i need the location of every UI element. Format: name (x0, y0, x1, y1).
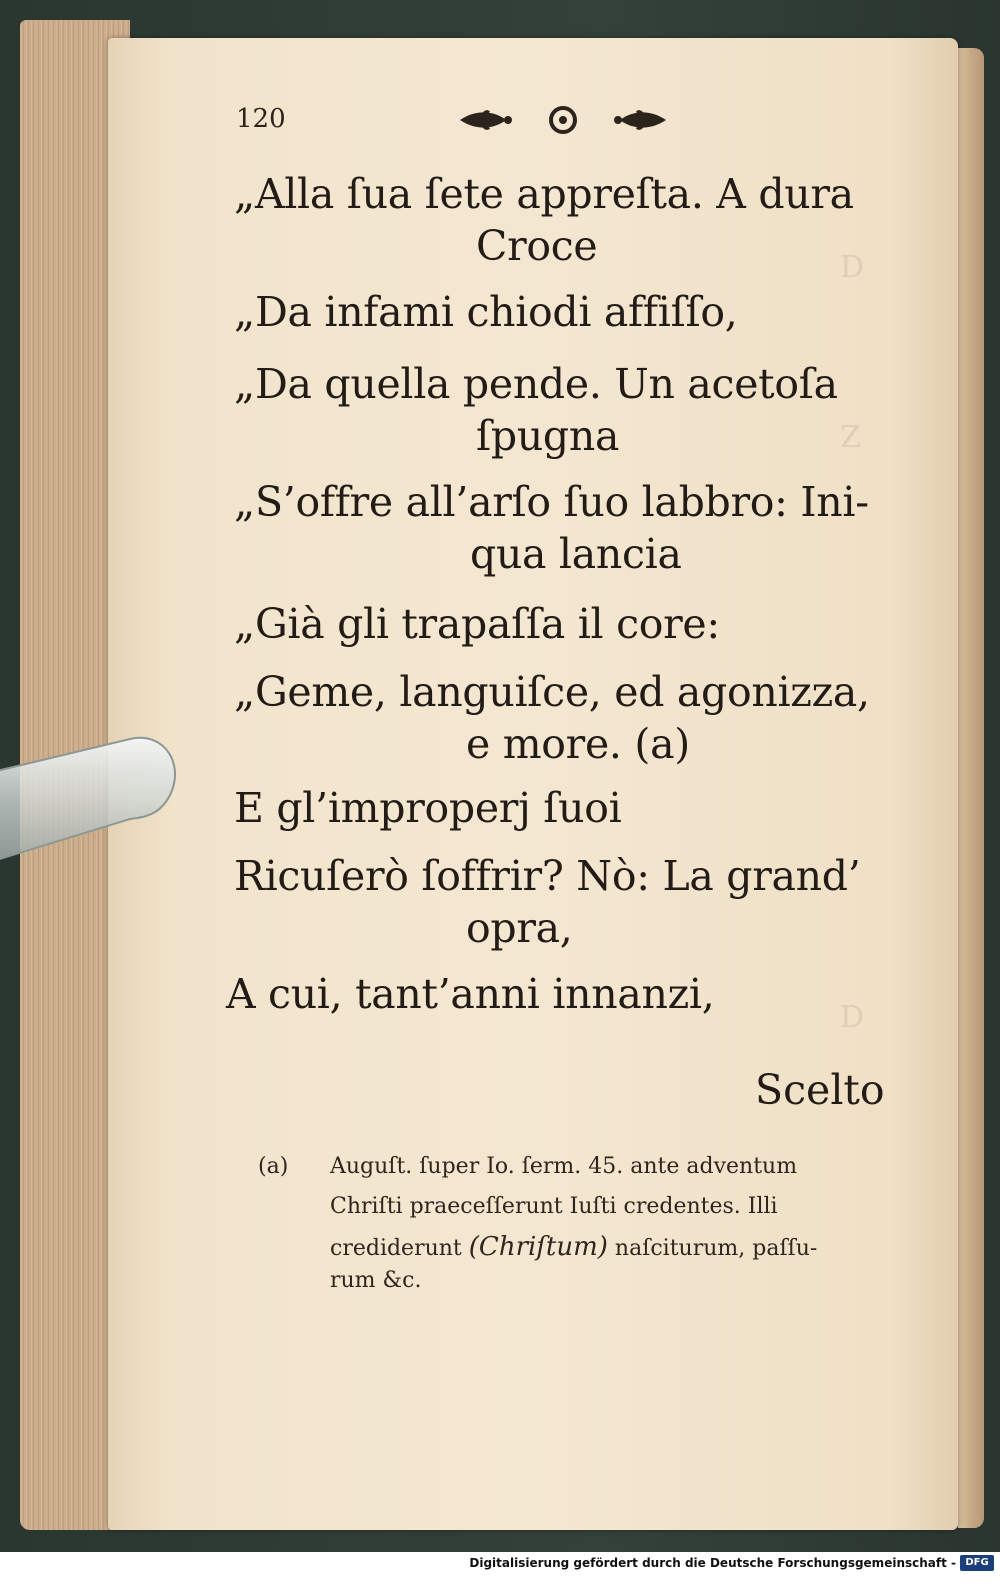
show-through-text: D (840, 1000, 865, 1035)
verse-line: „Geme, languiſce, ed agonizza, (234, 668, 870, 716)
verse-line: opra, (466, 904, 573, 952)
digitization-credit: Digitalisierung gefördert durch die Deutsche Forschungsgemeinschaft - (469, 1556, 956, 1570)
verse-line: „Da infami chiodi affiſſo, (234, 288, 738, 336)
footnote-marker: (a) (258, 1154, 289, 1179)
page-number: 120 (236, 104, 286, 134)
footnote-text: crediderunt (330, 1236, 462, 1261)
show-through-text: Z (840, 420, 861, 455)
verse-line: Ricuſerò ſoffrir? Nò: La grand’ (234, 852, 861, 900)
footnote-line: rum &c. (330, 1268, 422, 1293)
catchword: Scelto (755, 1066, 885, 1114)
verse-line: E gl’improperj ſuoi (234, 784, 622, 832)
facing-page-edge (958, 48, 984, 1528)
verse-line: „Da quella pende. Un acetoſa (234, 360, 838, 408)
verse-line: „S’offre all’arſo ſuo labbro: Ini- (234, 478, 869, 526)
verse-line: „Alla ſua ſete appreſta. A dura (234, 170, 854, 218)
show-through-text: D (840, 250, 865, 285)
footnote-line: Chriſti praeceſſerunt Iuſti credentes. Illi (330, 1194, 778, 1219)
footnote-line: Auguſt. ſuper Io. ſerm. 45. ante adventum (330, 1154, 798, 1179)
verse-line: A cui, tant’anni innanzi, (226, 970, 715, 1018)
glass-page-holder (0, 735, 190, 875)
dfg-logo: DFG (960, 1555, 994, 1571)
footnote-text: naſciturum, paſſu- (614, 1236, 818, 1261)
ornament-fleuron-icon (458, 100, 668, 140)
verse-line: „Già gli trapaſſa il core: (234, 600, 720, 648)
footnote-italic: (Chriſtum) (468, 1232, 608, 1262)
verse-line: e more. (a) (466, 720, 690, 768)
footnote-line (330, 1232, 817, 1262)
verse-line: Croce (476, 222, 598, 270)
verse-line: ſpugna (476, 412, 620, 460)
verse-line: qua lancia (470, 530, 682, 578)
